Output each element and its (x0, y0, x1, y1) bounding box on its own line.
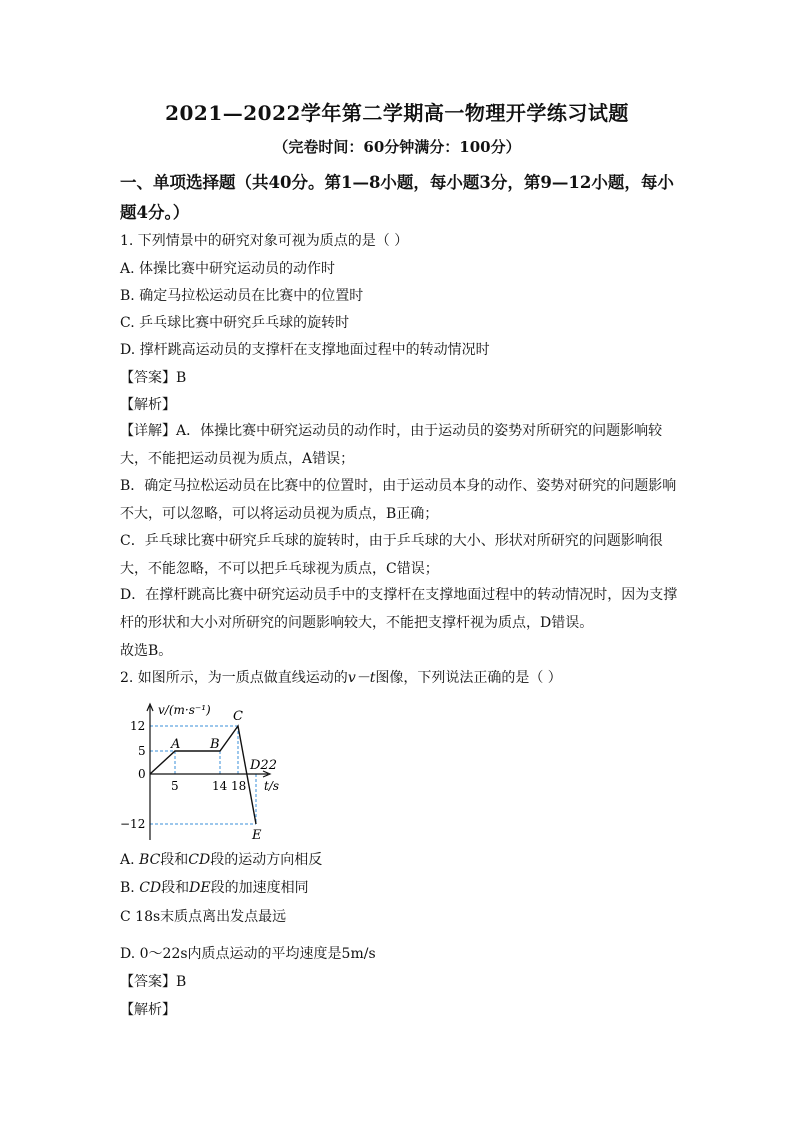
option-d-prefix: D. (120, 946, 140, 962)
option-a-prefix: A. (120, 852, 140, 868)
point-label-e: E (252, 828, 262, 843)
y-tick-5: 5 (138, 744, 146, 758)
question-2-stem-post: 图像，下列说法正确的是（ ） (375, 670, 562, 686)
option-c-text: 18s末质点离出发点最远 (135, 909, 287, 925)
option-a-post: 段的运动方向相反 (210, 852, 323, 868)
x-tick-18: 18 (231, 779, 247, 793)
question-2-stem-variable: v－t (347, 670, 376, 686)
option-a-var1: BC (139, 852, 161, 868)
detail-paragraph-d: D．在撑杆跳高比赛中研究运动员手中的支撑杆在支撑地面过程中的转动情况时，因为支撑杆的形状和大小对所研究的问题影响较大，不能把支撑杆视为质点，D错误。 (120, 587, 678, 631)
option-b-var2: DE (189, 880, 211, 896)
option-b-var1: CD (139, 880, 162, 896)
question-2-option-c (120, 906, 286, 926)
y-tick-neg12: −12 (120, 817, 146, 831)
answer-label: 【答案】B (120, 370, 187, 386)
question-1-option-a: A. 体操比赛中研究运动员的动作时 (120, 261, 336, 277)
point-label-c: C (233, 709, 243, 724)
option-a-var2: CD (188, 852, 211, 868)
question-1-stem: 1. 下列情景中的研究对象可视为质点的是（ ） (120, 233, 409, 249)
y-axis-label: v/(m·s⁻¹) (158, 703, 211, 717)
detail-paragraph-b: B．确定马拉松运动员在比赛中的位置时，由于运动员本身的动作、姿势对研究的问题影响不大，可以忽略，可以将运动员视为质点，B正确； (120, 478, 677, 522)
x-tick-14: 14 (212, 779, 228, 793)
point-label-b: B (210, 737, 220, 752)
point-label-d: D22 (250, 758, 277, 773)
x-tick-5: 5 (171, 779, 179, 793)
question-2-option-b (120, 877, 309, 897)
section-heading: 一、单项选择题（共40分。第1—8小题，每小题3分，第9—12小题，每小题4分。） (120, 173, 674, 222)
x-axis-label: t/s (264, 779, 280, 793)
exam-info: （完卷时间：60分钟满分：100分） (273, 138, 521, 156)
question-2-answer-label: 【答案】B (120, 974, 187, 990)
option-b-prefix: B. (120, 880, 140, 896)
analysis-label: 【解析】 (120, 397, 176, 413)
option-d-text: 0～22s内质点运动的平均速度是5m/s (139, 946, 376, 962)
vt-curve (150, 726, 256, 824)
question-1-option-b: B. 确定马拉松运动员在比赛中的位置时 (120, 288, 364, 304)
option-b-post: 段的加速度相同 (210, 880, 309, 896)
detail-paragraph-c: C．乒乓球比赛中研究乒乓球的旋转时，由于乒乓球的大小、形状对所研究的问题影响很大，不能忽略，不可以把乒乓球视为质点，C错误； (120, 533, 663, 577)
question-2-analysis-label: 【解析】 (120, 1002, 176, 1018)
y-tick-0: 0 (138, 767, 146, 781)
question-2-stem (120, 667, 562, 687)
question-1-option-c: C. 乒乓球比赛中研究乒乓球的旋转时 (120, 315, 350, 331)
question-2-option-a (120, 849, 322, 869)
option-a-mid: 段和 (160, 852, 189, 868)
y-tick-12: 12 (130, 719, 146, 733)
detail-paragraph-a: 【详解】A．体操比赛中研究运动员的动作时，由于运动员的姿势对所研究的问题影响较大，不能把运动员视为质点，A错误； (120, 423, 663, 467)
question-1-option-d: D. 撑杆跳高运动员的支撑杆在支撑地面过程中的转动情况时 (120, 342, 490, 358)
option-b-mid: 段和 (161, 880, 190, 896)
conclusion: 故选B。 (120, 643, 173, 659)
question-2-stem-pre: 2. 如图所示，为一质点做直线运动的 (120, 670, 348, 686)
question-2-option-d (120, 943, 376, 963)
option-c-prefix: C (120, 909, 136, 925)
vt-graph-figure (118, 698, 298, 843)
page-title: 2021—2022学年第二学期高一物理开学练习试题 (165, 101, 629, 125)
point-label-a: A (171, 737, 181, 752)
